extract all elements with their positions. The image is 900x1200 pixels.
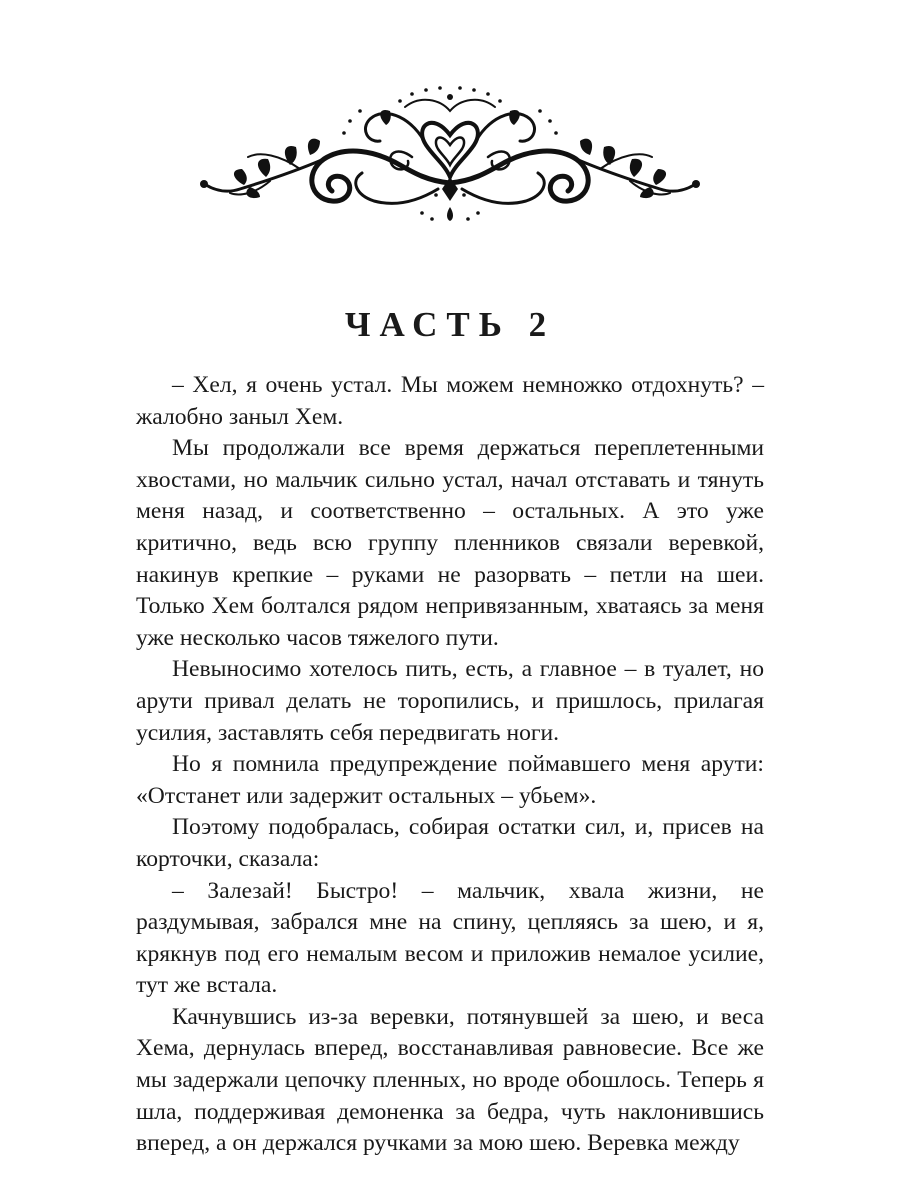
chapter-title: ЧАСТЬ 2 [344,305,556,344]
paragraph: Мы продолжали все время держаться переплетенными хвостами, но мальчик сильно устал, начал отставать и тянуть меня назад, и соответственно – остальных. А это уже критично, ведь всю группу пленников связали веревкой, накинув крепкие – руками не разорвать – петли на шеи. Только Хем болтался рядом непривязанным, хватаясь за меня уже несколько часов тяжелого пути. [136,435,764,651]
paragraph: – Залезай! Быстро! – мальчик, хвала жизни, не раздумывая, забрался мне на спину, цепляясь за шею, и я, крякнув под его немалым весом и приложив немалое усилие, тут же встала. [136,877,764,999]
paragraph: Поэтому подобралась, собирая остатки сил, и, присев на корточки, сказала: [136,814,764,872]
paragraph: Невыносимо хотелось пить, есть, а главное – в туалет, но арути привал делать не торопились, и пришлось, прилагая усилия, заставлять себя передвигать ноги. [136,656,764,746]
paragraph: Качнувшись из-за веревки, потянувшей за шею, и веса Хема, дернулась вперед, восстанавливая равновесие. Все же мы задержали цепочку пленных, но вроде обошлось. Теперь я шла, поддерживая демоненка за бедра, чуть наклонившись вперед, а он держался ручками за мою шею. Веревка между [136,1003,764,1157]
paragraph: Но я помнила предупреждение поймавшего меня арути: «Отстанет или задержит остальных – убьем». [136,751,764,809]
floral-ornament-icon [200,85,700,245]
body-text [136,370,764,1160]
paragraph: – Хел, я очень устал. Мы можем немножко отдохнуть? – жалобно заныл Хем. [136,372,764,430]
